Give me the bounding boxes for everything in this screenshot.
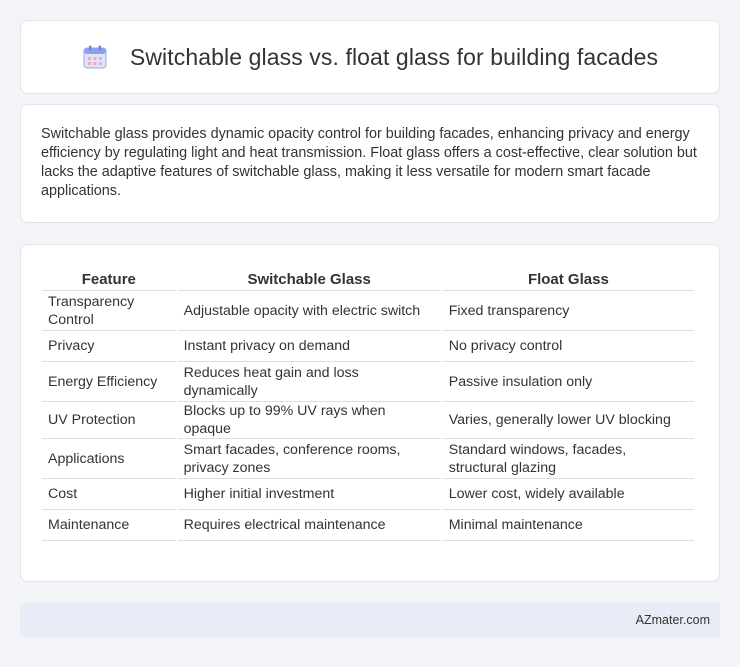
title-card xyxy=(20,20,720,94)
comparison-table xyxy=(40,265,696,541)
switchable-cell: Reduces heat gain and loss dynamically xyxy=(178,362,441,402)
comparison-card xyxy=(20,244,720,582)
table-row xyxy=(42,439,694,479)
table-row xyxy=(42,510,694,541)
table-row xyxy=(42,331,694,362)
float-cell: Varies, generally lower UV blocking xyxy=(443,402,694,439)
switchable-cell: Blocks up to 99% UV rays when opaque xyxy=(178,402,441,439)
switchable-cell: Requires electrical maintenance xyxy=(178,510,441,541)
feature-cell: Applications xyxy=(42,439,176,479)
column-header-feature: Feature xyxy=(42,265,176,291)
table-row xyxy=(42,362,694,402)
float-cell: Fixed transparency xyxy=(443,291,694,331)
footer xyxy=(20,603,720,637)
feature-cell: Transparency Control xyxy=(42,291,176,331)
column-header-float-glass: Float Glass xyxy=(443,265,694,291)
feature-cell: Energy Efficiency xyxy=(42,362,176,402)
table-row xyxy=(42,479,694,510)
float-cell: Standard windows, facades, structural glazing xyxy=(443,439,694,479)
intro-card xyxy=(20,104,720,223)
float-cell: No privacy control xyxy=(443,331,694,362)
intro-text: Switchable glass provides dynamic opacity control for building facades, enhancing privacy and energy efficiency by regulating light and heat transmission. Float glass offers a cost-effective, clear solution but lacks the adaptive features of switchable glass, making it less versatile for modern smart facade applications. xyxy=(41,126,697,199)
switchable-cell: Smart facades, conference rooms, privacy zones xyxy=(178,439,441,479)
page-title: Switchable glass vs. float glass for building facades xyxy=(129,43,659,70)
feature-cell: Maintenance xyxy=(42,510,176,541)
table-header-row xyxy=(42,265,694,291)
feature-cell: Privacy xyxy=(42,331,176,362)
float-cell: Minimal maintenance xyxy=(443,510,694,541)
feature-cell: Cost xyxy=(42,479,176,510)
float-cell: Passive insulation only xyxy=(443,362,694,402)
table-row xyxy=(42,291,694,331)
switchable-cell: Adjustable opacity with electric switch xyxy=(178,291,441,331)
table-row xyxy=(42,402,694,439)
switchable-cell: Higher initial investment xyxy=(178,479,441,510)
column-header-switchable-glass: Switchable Glass xyxy=(178,265,441,291)
switchable-cell: Instant privacy on demand xyxy=(178,331,441,362)
footer-brand-link[interactable]: AZmater.com xyxy=(635,613,710,627)
calendar-icon xyxy=(82,44,108,70)
feature-cell: UV Protection xyxy=(42,402,176,439)
float-cell: Lower cost, widely available xyxy=(443,479,694,510)
